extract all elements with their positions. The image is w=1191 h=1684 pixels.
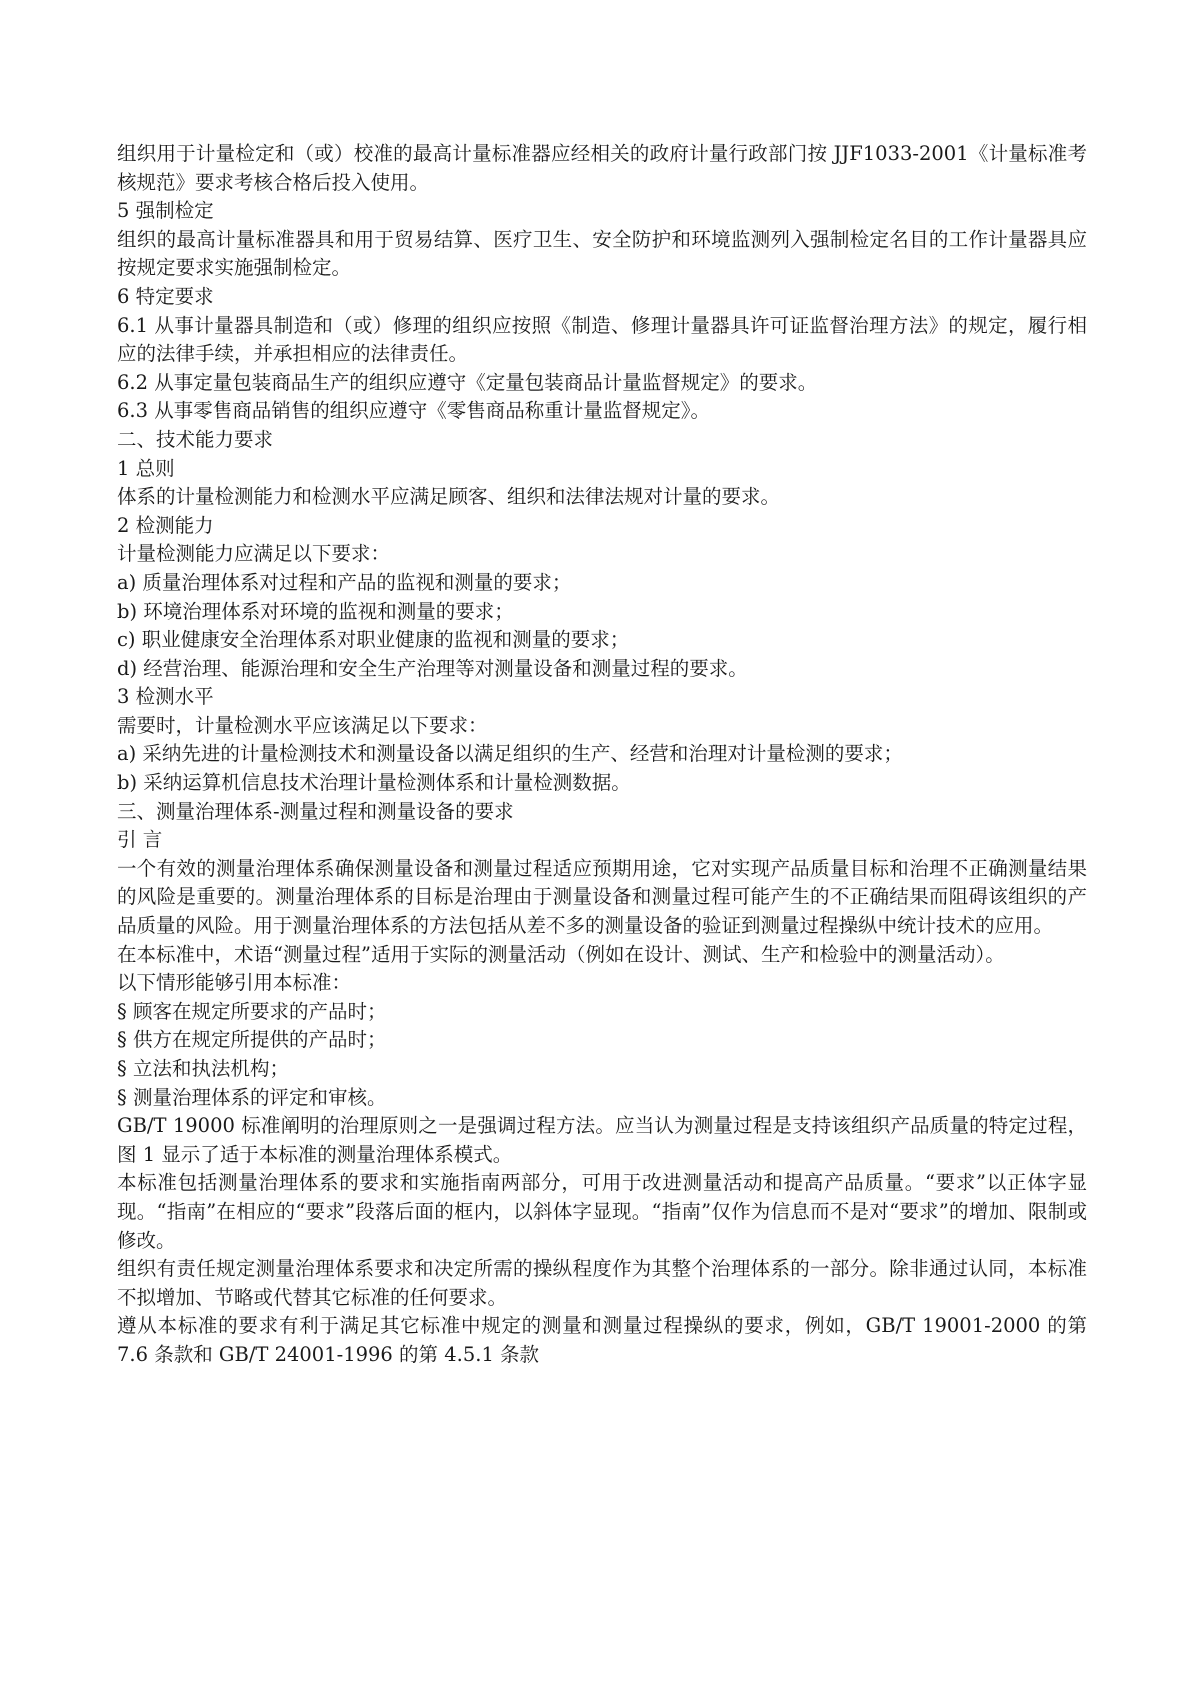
- list-item-d-operations: d) 经营治理、能源治理和安全生产治理等对测量设备和测量过程的要求。: [117, 656, 748, 680]
- heading-technical-capability: 二、技术能力要求: [117, 427, 274, 451]
- list-item-legislation: § 立法和执法机构；: [117, 1057, 289, 1080]
- paragraph-6-2: 6.2 从事定量包装商品生产的组织应遵守《定量包装商品计量监督规定》的要求。: [117, 370, 818, 394]
- heading-detection-level: 3 检测水平: [117, 685, 214, 709]
- paragraph-detection-capability-intro: 计量检测能力应满足以下要求：: [117, 542, 391, 566]
- paragraph-detection-level-intro: 需要时，计量检测水平应该满足以下要求：: [117, 713, 488, 737]
- paragraph-measurement-process-term: 在本标准中，术语“测量过程”适用于实际的测量活动（例如在设计、测试、生产和检验中的测量活动）。: [117, 942, 1005, 966]
- paragraph-organization-responsibility: 组织有责任规定测量治理体系要求和决定所需的操纵程度作为其整个治理体系的一部分。除非通过认同，本标准不拟增加、节略或代替其它标准的任何要求。: [117, 1257, 1087, 1309]
- heading-mandatory-verification: 5 强制检定: [117, 199, 214, 223]
- paragraph-mandatory-verification: 组织的最高计量标准器具和用于贸易结算、医疗卫生、安全防护和环境监测列入强制检定名目的工作计量器具应按规定要求实施强制检定。: [117, 227, 1087, 280]
- paragraph-standard-assessment: 组织用于计量检定和（或）校准的最高计量标准器应经相关的政府计量行政部门按 JJF1033-2001《计量标准考核规范》要求考核合格后投入使用。: [117, 142, 1087, 194]
- paragraph-general: 体系的计量检测能力和检测水平应满足顾客、组织和法律法规对计量的要求。: [117, 485, 781, 509]
- heading-introduction: 引 言: [117, 828, 163, 852]
- list-item-customer: § 顾客在规定所要求的产品时；: [117, 999, 387, 1023]
- paragraph-citation-cases-intro: 以下情形能够引用本标准：: [117, 971, 352, 995]
- list-item-c-health-safety: c) 职业健康安全治理体系对职业健康的监视和测量的要求；: [117, 628, 630, 652]
- paragraph-6-3: 6.3 从事零售商品销售的组织应遵守《零售商品称重计量监督规定》。: [117, 399, 710, 423]
- paragraph-6-1: 6.1 从事计量器具制造和（或）修理的组织应按照《制造、修理计量器具许可证监督治理方法》的规定，履行相应的法律手续，并承担相应的法律责任。: [117, 313, 1087, 366]
- list-item-assessment: § 测量治理体系的评定和审核。: [117, 1085, 387, 1109]
- paragraph-standard-structure: 本标准包括测量治理体系的要求和实施指南两部分，可用于改进测量活动和提高产品质量。“要求”以正体字显现。“指南”在相应的“要求”段落后面的框内，以斜体字显现。“指南”仅作为信息而不是对“要求”的增加、限制或修改。: [117, 1171, 1087, 1252]
- paragraph-introduction: 一个有效的测量治理体系确保测量设备和测量过程适应预期用途，它对实现产品质量目标和治理不正确测量结果的风险是重要的。测量治理体系的目标是治理由于测量设备和测量过程可能产生的不正确结果而阻碍该组织的产品质量的风险。用于测量治理体系的方法包括从差不多的测量设备的验证到测量过程操纵中统计技术的应用。: [117, 856, 1087, 938]
- list-item-a-advanced-tech: a) 采纳先进的计量检测技术和测量设备以满足组织的生产、经营和治理对计量检测的要求；: [117, 742, 903, 766]
- heading-detection-capability: 2 检测能力: [117, 513, 214, 537]
- list-item-a-quality: a) 质量治理体系对过程和产品的监视和测量的要求；: [117, 570, 572, 594]
- list-item-b-it-management: b) 采纳运算机信息技术治理计量检测体系和计量检测数据。: [117, 771, 631, 795]
- paragraph-compliance: 遵从本标准的要求有利于满足其它标准中规定的测量和测量过程操纵的要求，例如，GB/T 19001-2000 的第 7.6 条款和 GB/T 24001-1996 的第 4.5.1 条款: [117, 1314, 1087, 1366]
- document-body: [117, 140, 1087, 1370]
- heading-specific-requirements: 6 特定要求: [117, 284, 214, 308]
- heading-general: 1 总则: [117, 456, 175, 480]
- heading-measurement-management: 三、测量治理体系-测量过程和测量设备的要求: [117, 799, 514, 823]
- paragraph-gbt19000: GB/T 19000 标准阐明的治理原则之一是强调过程方法。应当认为测量过程是支持该组织产品质量的特定过程，图 1 显示了适于本标准的测量治理体系模式。: [117, 1114, 1087, 1166]
- list-item-supplier: § 供方在规定所提供的产品时；: [117, 1028, 387, 1052]
- list-item-b-environment: b) 环境治理体系对环境的监视和测量的要求；: [117, 599, 514, 623]
